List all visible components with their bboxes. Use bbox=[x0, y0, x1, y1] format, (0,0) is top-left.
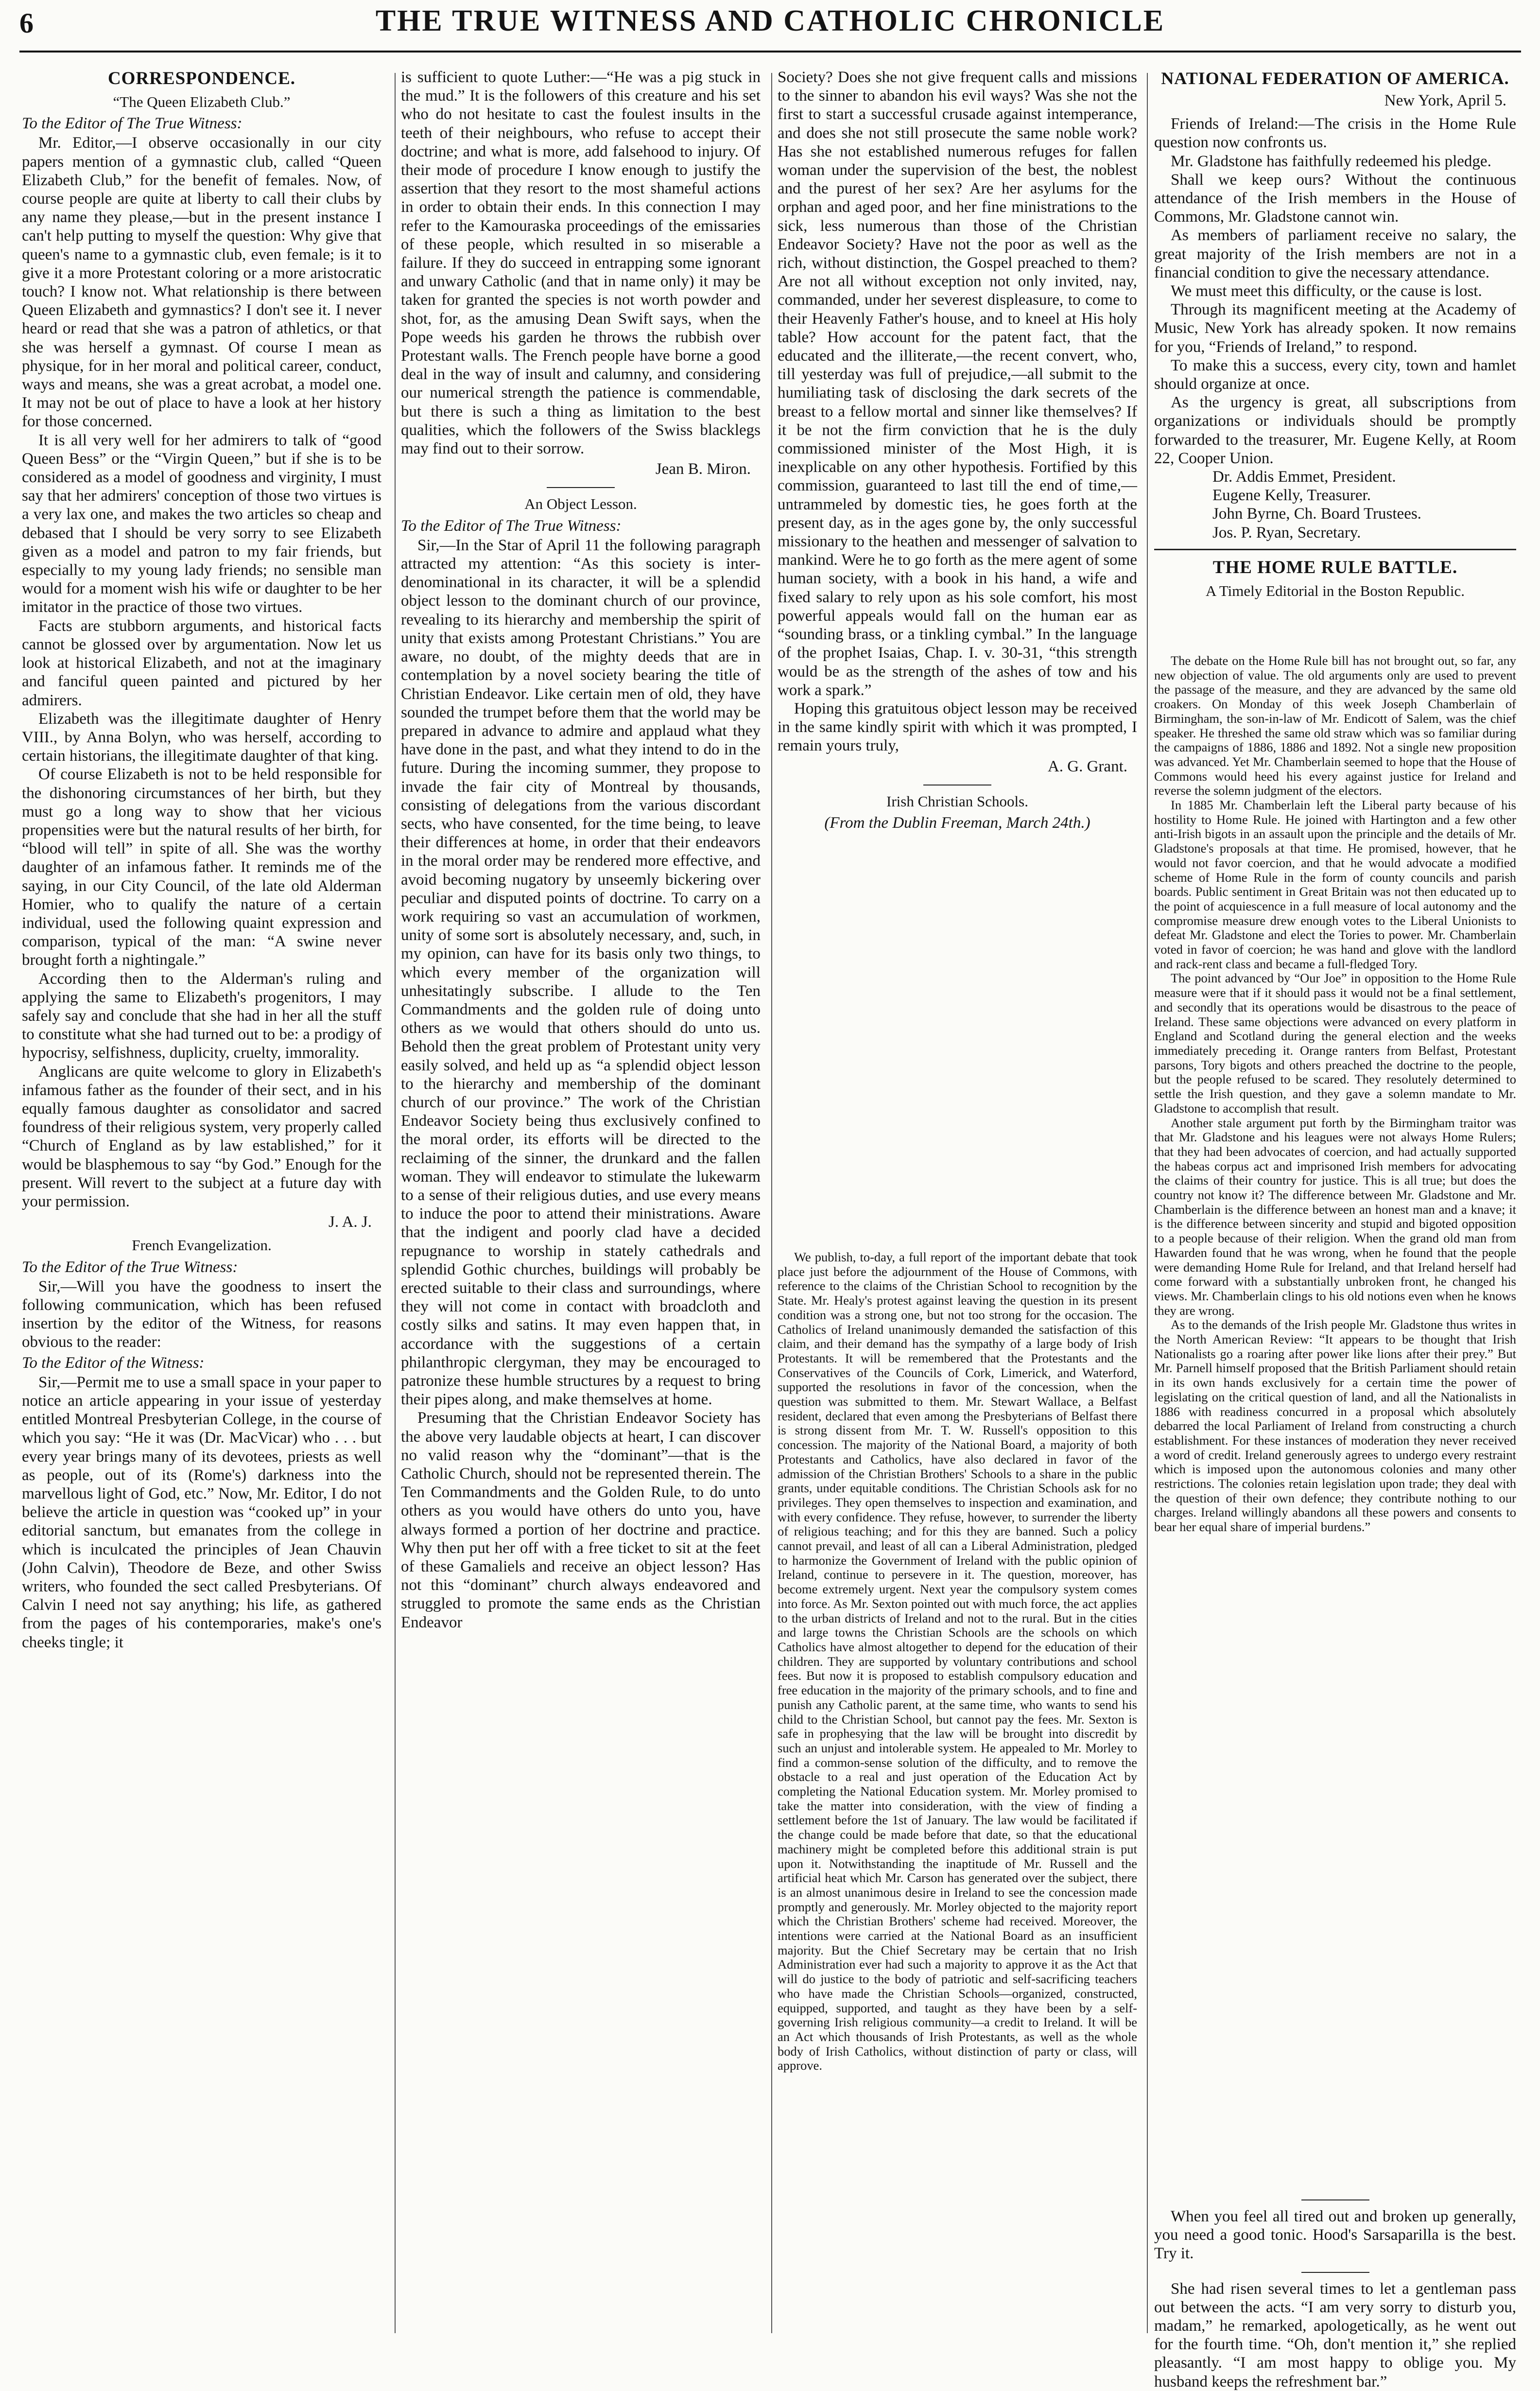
paragraph: Friends of Ireland:—The crisis in the Home Rule question now confronts us. bbox=[1154, 115, 1516, 152]
paragraph: According then to the Alderman's ruling and applying the same to Elizabeth's progenitors, I may safely say and conclude that she had in her all the stuff to constitute what she had turned out to be: a prodigy of hypocrisy, selfishness, duplicity, cruelty, immorality. bbox=[22, 970, 381, 1062]
salutation: To the Editor of the True Witness: bbox=[22, 1258, 238, 1276]
paragraph: Mr. Editor,—I observe occasionally in our city papers mention of a gymnastic club, called “Queen Elizabeth Club,” for the benefit of females. Now, of course people are quite at liberty to call their clubs by any name they please,—but in the present instance I can't help putting to myself the question: Why give that queen's name to a gymnastic club, even female; is it to give it a more Protestant coloring or a more aristocratic touch? I know not. What relationship is there between Queen Elizabeth and gymnastics? I don't see it. I never heard or read that she was a patron of athletics, or that she was herself a gymnast. Of course I mean as physique, for in her moral and political career, conduct, ways and means, she was a great acrobat, a model one. It may not be out of place to have a look at her history for those concerned. bbox=[22, 134, 381, 431]
paragraph: To make this a success, every city, town and hamlet should organize at once. bbox=[1154, 356, 1516, 393]
column-4-small-type bbox=[1154, 654, 1516, 2195]
paragraph: We must meet this difficulty, or the cause is lost. bbox=[1171, 282, 1482, 300]
correspondence-heading: CORRESPONDENCE. bbox=[107, 69, 296, 88]
signature: Jean B. Miron. bbox=[655, 460, 751, 478]
paragraph: As to the demands of the Irish people Mr. Gladstone thus writes in the North American Review: “It appears to be thought that Irish Nationalists go a roaring after power like lions after their prey.” But Mr. Parnell himself proposed that the British Parliament should retain in its own hands exclusively for a certain time the power of legislating on the critical question of land, and all the Nationalists in 1886 with readiness concurred in a proposal which absolutely debarred the local Parliament of Ireland from constructing a church establishment. For these instances of moderation they never received a word of credit. Ireland generously agrees to undergo every restraint which is imposed upon the autonomous colonies and many other restrictions. The colonies retain legislation upon trade; they deal with the question of their own defence; they contribute nothing to our charges. Ireland willingly abandons all these powers and consents to bear her equal share of imperial burdens.” bbox=[1154, 1317, 1516, 1535]
paragraph: Another stale argument put forth by the Birmingham traitor was that Mr. Gladstone and his leagues were not always Home Rulers; that they had been advocates of coercion, and had actually supported the habeas corpus act and imprisoned Irish members for advocating the claims of their country for justice. This is all true; but does the country not know it? The difference between Mr. Gladstone and Mr. Chamberlain is the difference between an honest man and a knave; it is the difference between sincerity and stupid and bigoted opposition to a people because of their religion. When the grand old man from Hawarden found that he was wrong, when he found that the people were demanding Home Rule for Ireland, and that Ireland herself had come forward with a substantially unbroken front, he changed his views. Mr. Chamberlain clings to his old notions even when he knows they are wrong. bbox=[1154, 1115, 1516, 1318]
paragraph: When you feel all tired out and broken up generally, you need a good tonic. Hood's Sarsaparilla is the best. Try it. bbox=[1154, 2208, 1516, 2263]
page-number: 6 bbox=[19, 7, 34, 39]
article-title: An Object Lesson. bbox=[524, 495, 637, 513]
paragraph: She had risen several times to let a gentleman pass out between the acts. “I am very sorry to disturb you, madam,” he remarked, apologetically, as he went out for the fourth time. “Oh, don't mention it,” she replied pleasantly. “I am most happy to oblige you. My husband keeps the refreshment bar.” bbox=[1154, 2280, 1516, 2391]
signature: J. A. J. bbox=[329, 1213, 372, 1231]
separator bbox=[1301, 2199, 1369, 2200]
paragraph: Mr. Gladstone has faithfully redeemed his pledge. bbox=[1171, 152, 1491, 170]
paragraph: Anglicans are quite welcome to glory in Elizabeth's infamous father as the founder of their sect, and in his equally famous daughter as consolidator and sacred foundress of their religious system, very properly called “Church of England as by law established,” for it would be blasphemous to say “by God.” Enough for the present. Will revert to the subject at a future day with your permission. bbox=[22, 1063, 381, 1210]
paragraph: Facts are stubborn arguments, and historical facts cannot be glossed over by argumentation. Now let us look at historical Elizabeth, and not at the imaginary and fanciful queen painted and pictured by her admirers. bbox=[22, 617, 381, 709]
signature: A. G. Grant. bbox=[1047, 757, 1127, 775]
column-1 bbox=[22, 68, 381, 2336]
newspaper-columns bbox=[22, 68, 1523, 2391]
home-rule-heading: THE HOME RULE BATTLE. bbox=[1212, 557, 1458, 577]
column-3-small-type bbox=[778, 1250, 1137, 2334]
paragraph: The debate on the Home Rule bill has not brought out, so far, any new objection of value. The old arguments only are used to prevent the passage of the measure, and they are advanced by the same old croakers. On Monday of this week Joseph Chamberlain of Birmingham, the son-in-law of Mr. Endicott of Salem, was the chief speaker. He threshed the same old straw which was so familiar during the campaigns of 1886, 1886 and 1892. Not a single new proposition was advanced. Yet Mr. Chamberlain seemed to hope that the House of Commons would heed his every against justice for Ireland and reverse the solemn judgment of the electors. bbox=[1154, 653, 1516, 798]
officer: Eugene Kelly, Treasurer. bbox=[1212, 487, 1371, 505]
separator bbox=[547, 487, 615, 488]
officer: John Byrne, Ch. Board Trustees. bbox=[1212, 505, 1421, 523]
paragraph: Sir,—Will you have the goodness to insert the following communication, which has been refused insertion by the editor of the Witness, for reasons obvious to the reader: bbox=[22, 1277, 381, 1351]
article-title: Irish Christian Schools. bbox=[886, 792, 1028, 810]
national-federation-heading: NATIONAL FEDERATION OF AMERICA. bbox=[1161, 69, 1509, 88]
paragraph: We publish, to-day, a full report of the important debate that took place just before the adjournment of the House of Commons, with reference to the claims of the Christian School to recognition by the State. Mr. Healy's protest against leaving the question in its present condition was a strong one, but not too strong for the occasion. The Catholics of Ireland unanimously demanded the satisfaction of this claim, and their demand has the sympathy of a large body of Irish Protestants. It will be remembered that the Protestants and the Conservatives of the Councils of Cork, Limerick, and Waterford, supported the resolutions in favor of the concession, when the question was submitted to them. Mr. Stewart Wallace, a Belfast resident, declared that even among the Presbyterians of Belfast there is strong dissent from Mr. T. W. Russell's opposition to this concession. The majority of the National Board, a majority of both Protestants and Catholics, have also declared in favor of the admission of the Christian Brothers' Schools to a share in the public grants, under equitable conditions. The Christian Schools ask for no privileges. They open themselves to inspection and examination, and with every confidence. They refuse, however, to surrender the liberty of religious teaching; and for this they are banned. Such a policy cannot prevail, and least of all can a Liberal Administration, pledged to harmonize the Government of Ireland with the public opinion of Ireland, continue to persevere in it. The question, moreover, has become extremely urgent. Next year the compulsory system comes into force. As Mr. Sexton pointed out with much force, the act applies to the urban districts of Ireland and not to the rural. But in the cities and large towns the Christian Schools are the schools on which Catholics have almost altogether to depend for the education of their children. They are supported by voluntary contributions and school fees. But now it is proposed to establish compulsory education and free education in the majority of the primary schools, and to fine and punish any Catholic parent, at the same time, who wants to send his child to the Christian School, but cannot pay the fees. Mr. Sexton is safe in prophesying that the law will be brought into discredit by such an unjust and intolerable system. He appealed to Mr. Morley to find a common-sense solution of the difficulty, and to remove the obstacle to a real and just operation of the Education Act by completing the National Education system. Mr. Morley promised to take the matter into consideration, with the view of finding a settlement before the 1st of January. The law would be facilitated if the change could be made before that date, so that the educational machinery might be completed before this additional strain is put upon it. Notwithstanding the inaptitude of Mr. Russell and the artificial heat which Mr. Carson has generated over the subject, there is an almost unanimous desire in Ireland to see the concession made promptly and generously. Mr. Morley objected to the majority report which the Christian Brothers' scheme had received. Moreover, the intentions were carried at the National Board as an insufficient majority. But the Chief Secretary may be certain that no Irish Administration ever had such a majority to approve it as the Act that will do justice to the body of patriotic and self-sacrificing teachers who have made the Christian Schools—organized, constructed, equipped, supported, and taught as they have been by a self-governing Irish religious community—a credit to Ireland. It will be an Act which thousands of Irish Protestants, as well as the whole body of Irish Catholics, without distinction of party or class, will approve. bbox=[778, 1250, 1137, 2073]
paragraph: Hoping this gratuitous object lesson may be received in the same kindly spirit with which it was prompted, I remain yours truly, bbox=[778, 699, 1137, 755]
paragraph: Society? Does she not give frequent calls and missions to the sinner to abandon his evil ways? Was she not the first to start a successful crusade against intemperance, and does she not still prosecute the same noble work? Has she not established numerous refuges for fallen woman under the supervision of the best, the noblest and the purest of her sex? Are her asylums for the orphan and aged poor, and her fine ministrations to the sick, less numerous than those of the Christian Endeavor Society? Have not the poor as well as the rich, without distinction, the Gospel preached to them? Are not all without exception not only invited, nay, commanded, under her severest displeasure, to come to their Heavenly Father's house, and to kneel at His holy table? How account for the patent fact, that the educated and the illiterate,—the recent convert, who, till yesterday was full of prejudice,—all submit to the humiliating task of disclosing the dark secrets of the breast to a fellow mortal and sinner like themselves? If it be not the firm conviction that he is the duly commissioned minister of the Most High, it is inexplicable on any other hypothesis. Fortified by this commission, guaranteed to last till the end of time,—untrammeled by domestic ties, he goes forth at the present day, as in the ages gone by, the only successful missionary to the heathen and messenger of salvation to mankind. Were he to go forth as the mere agent of some human society, with a book in his hand, a wife and fixed salary to rely upon as his sole comfort, his most powerful appeals would fall on the human ear as “sounding brass, or a tinkling cymbal.” In the language of the prophet Isaias, Chap. I. v. 30-31, “this strength would be as the strength of the ashes of tow and his work a spark.” bbox=[778, 69, 1137, 699]
paragraph: Sir,—Permit me to use a small space in your paper to notice an article appearing in your issue of yesterday entitled Montreal Presbyterian College, in the course of which you say: “He it was (Dr. MacVicar) who . . . but every year brings many of its devotees, priests as well as people, out of its (Rome's) darkness into the marvellous light of God, etc.” Now, Mr. Editor, I do not believe the article in question was “cooked up” in your editorial sanctum, but emanates from the college in which is inculcated the principles of Jean Chauvin (John Calvin), Theodore de Beze, and other Swiss writers, who founded the sect called Presbyterians. Of Calvin I need not say anything; his life, as gathered from the pages of his contemporaries, make's one's cheeks tingle; it bbox=[22, 1373, 381, 1651]
paragraph: It is all very well for her admirers to talk of “good Queen Bess” or the “Virgin Queen,” but if she is to be considered as a model of goodness and virginity, I must say that her admirers' conception of those two virtues is a very lax one, and makes the two articles so cheap and debased that I should be very sorry to see Elizabeth given as a model and patron to my fair friends, but especially to my young lady friends; no sensible man would for a moment wish his wife or daughter to be her imitator in the practice of those two virtues. bbox=[22, 431, 381, 616]
paragraph: As the urgency is great, all subscriptions from organizations or individuals should be promptly forwarded to the treasurer, Mr. Eugene Kelly, at Room 22, Cooper Union. bbox=[1154, 394, 1516, 467]
salutation: To the Editor of the Witness: bbox=[22, 1354, 205, 1372]
header-rule bbox=[19, 51, 1521, 52]
column-4-bottom bbox=[1154, 2199, 1516, 2391]
article-subtitle: A Timely Editorial in the Boston Republic. bbox=[1205, 582, 1465, 599]
separator bbox=[1154, 549, 1516, 550]
paragraph: Shall we keep ours? Without the continuous attendance of the Irish members in the House of Commons, Mr. Gladstone cannot win. bbox=[1154, 171, 1516, 226]
salutation: To the Editor of The True Witness: bbox=[401, 517, 622, 535]
paragraph: In 1885 Mr. Chamberlain left the Liberal party because of his hostility to Home Rule. He joined with Hartington and a few other anti-Irish bigots in an assault upon the principle and the details of Mr. Gladstone's proposals at that time. He promised, however, that he would not favor coercion, and that he would advocate a modified scheme of Home Rule in the form of county councils and parish boards. Public sentiment in Great Britain was not then educated up to the point of acquiescence in a full measure of local autonomy and the compromise measure drew enough votes to the Liberal Unionists to defeat Mr. Gladstone and elect the Tories to power. Mr. Chamberlain voted in favor of coercion; he was hand and glove with the landlord and rack-rent class and became a full-fledged Tory. bbox=[1154, 798, 1516, 971]
paragraph: Presuming that the Christian Endeavor Society has the above very laudable objects at heart, I can discover no valid reason why the “dominant”—that is the Catholic Church, should not be represented therein. The Ten Commandments and the Golden Rule, to do unto others as you would have others do unto you, have always formed a portion of her doctrine and practice. Why then put her off with a free ticket to sit at the feet of these Gamaliels and receive an object lesson? Has not this “dominant” church always endeavored and struggled to promote the same ends as the Christian Endeavor bbox=[401, 1409, 761, 1631]
dateline: New York, April 5. bbox=[1384, 92, 1506, 109]
paragraph: Of course Elizabeth is not to be held responsible for the dishonoring circumstances of her birth, but they must go a long way to show that her vicious propensities were but the natural results of her birth, for “blood will tell” in spite of all. She was the worthy daughter of an infamous father. It reminds me of the saying, in our City Council, of the late old Alderman Homier, who to qualify the nature of a certain individual, used the following quaint expression and comparison, typical of the man: “A swine never brought forth a nightingale.” bbox=[22, 766, 381, 969]
paragraph: is sufficient to quote Luther:—“He was a pig stuck in the mud.” It is the followers of this creature and his set who do not hesitate to cast the foulest insults in the teeth of their neighbours, who refuse to accept their doctrine; and what is more, add falsehood to injury. Of their mode of procedure I know enough to justify the assertion that they resort to the most shameful actions in order to obtain their ends. In this connection I may refer to the Kamouraska proceedings of the emissaries of these people, which resulted in so miserable a failure. If they do succeed in entrapping some ignorant and unwary Catholic (and that in name only) it may be taken for granted the species is not worth powder and shot, for, as the amusing Dean Swift says, when the Pope weeds his garden he throws the rubbish over Protestant walls. The French people have borne a good deal in the way of insult and calumny, and considering our numerical strength the patience is commendable, but there is such a thing as limitation to the best qualities, which the followers of the Swiss blacklegs may find out to their sorrow. bbox=[401, 69, 761, 458]
article-source: (From the Dublin Freeman, March 24th.) bbox=[824, 814, 1090, 832]
salutation: To the Editor of The True Witness: bbox=[22, 115, 242, 133]
officer: Dr. Addis Emmet, President. bbox=[1212, 468, 1396, 486]
paragraph: Sir,—In the Star of April 11 the following paragraph attracted my attention: “As this society is inter-denominational in its character, it will be a splendid object lesson to the dominant church of our province, revealing to its hierarchy and membership the spirit of unity that exists among Protestant Christians.” You are aware, no doubt, of the mighty deeds that are in contemplation by a novel society bearing the title of Christian Endeavor. Like certain men of old, they have sounded the trumpet before them that the world may be prepared in advance to admire and applaud what they have done in the past, and what they intend to do in the future. During the incoming summer, they propose to invade the fair city of Montreal by thousands, consisting of delegations from the various discordant sects, who have consented, for the time being, to leave their differences at home, in order that their endeavors in the moral order may be rendered more effective, and avoid becoming nugatory by unseemly bickering over peculiar and disputed points of doctrine. To carry on a work requiring so vast an accumulation of workmen, unity of some sort is absolutely necessary, and, such, in my opinion, can have for its basis only two things, to which every member of the organization will unhesitatingly subscribe. I allude to the Ten Commandments and the golden rule of doing unto others as we would that others should do unto us. Behold then the great problem of Protestant unity very easily solved, and held up as “a splendid object lesson to the hierarchy and membership of the dominant church of our province.” The work of the Christian Endeavor Society being thus exclusively confined to the moral order, its efforts will be directed to the reclaiming of the sinner, the drunkard and the fallen woman. They will endeavor to stimulate the lukewarm to a sense of their religious duties, and use every means to induce the poor to attend their ministrations. Aware that the indigent and poorly clad have a decided repugnance to worship in stately cathedrals and splendid Gothic churches, buildings will probably be erected suitable to their class and surroundings, where they will not come in contact with broadcloth and costly silks and satins. It may even happen that, in accordance with the suggestions of a certain philanthropic clergyman, they may be encouraged to patronize these humble structures by a request to bring their pipes along, and make themselves at home. bbox=[401, 536, 761, 1409]
paragraph: Elizabeth was the illegitimate daughter of Henry VIII., by Anna Bolyn, who was herself, according to certain historians, the illegitimate daughter of that king. bbox=[22, 710, 381, 765]
article-title: “The Queen Elizabeth Club.” bbox=[113, 93, 291, 110]
separator bbox=[1301, 2272, 1369, 2273]
paragraph: As members of parliament receive no salary, the great majority of the Irish members are not in a financial condition to give the necessary attendance. bbox=[1154, 227, 1516, 281]
article-title: French Evangelization. bbox=[132, 1237, 272, 1254]
paragraph: The point advanced by “Our Joe” in opposition to the Home Rule measure were that if it should pass it would not be a final settlement, and secondly that its operations would be disastrous to the peace of Ireland. These same objections were advanced on every platform in England and Scotland during the general election and the weeks immediately preceding it. Orange ranters from Belfast, Protestant parsons, Tory bigots and others preached the doctrine to the people, but the people refused to be scared. They resolutely determined to settle the Irish question, and they gave a solemn mandate to Mr. Gladstone to accomplish that result. bbox=[1154, 971, 1516, 1116]
page-header bbox=[19, 4, 1521, 65]
paragraph: Through its magnificent meeting at the Academy of Music, New York has already spoken. It now remains for you, “Friends of Ireland,” to respond. bbox=[1154, 301, 1516, 356]
officer: Jos. P. Ryan, Secretary. bbox=[1212, 524, 1361, 541]
column-2 bbox=[401, 68, 761, 2336]
masthead: THE TRUE WITNESS AND CATHOLIC CHRONICLE bbox=[375, 4, 1165, 37]
